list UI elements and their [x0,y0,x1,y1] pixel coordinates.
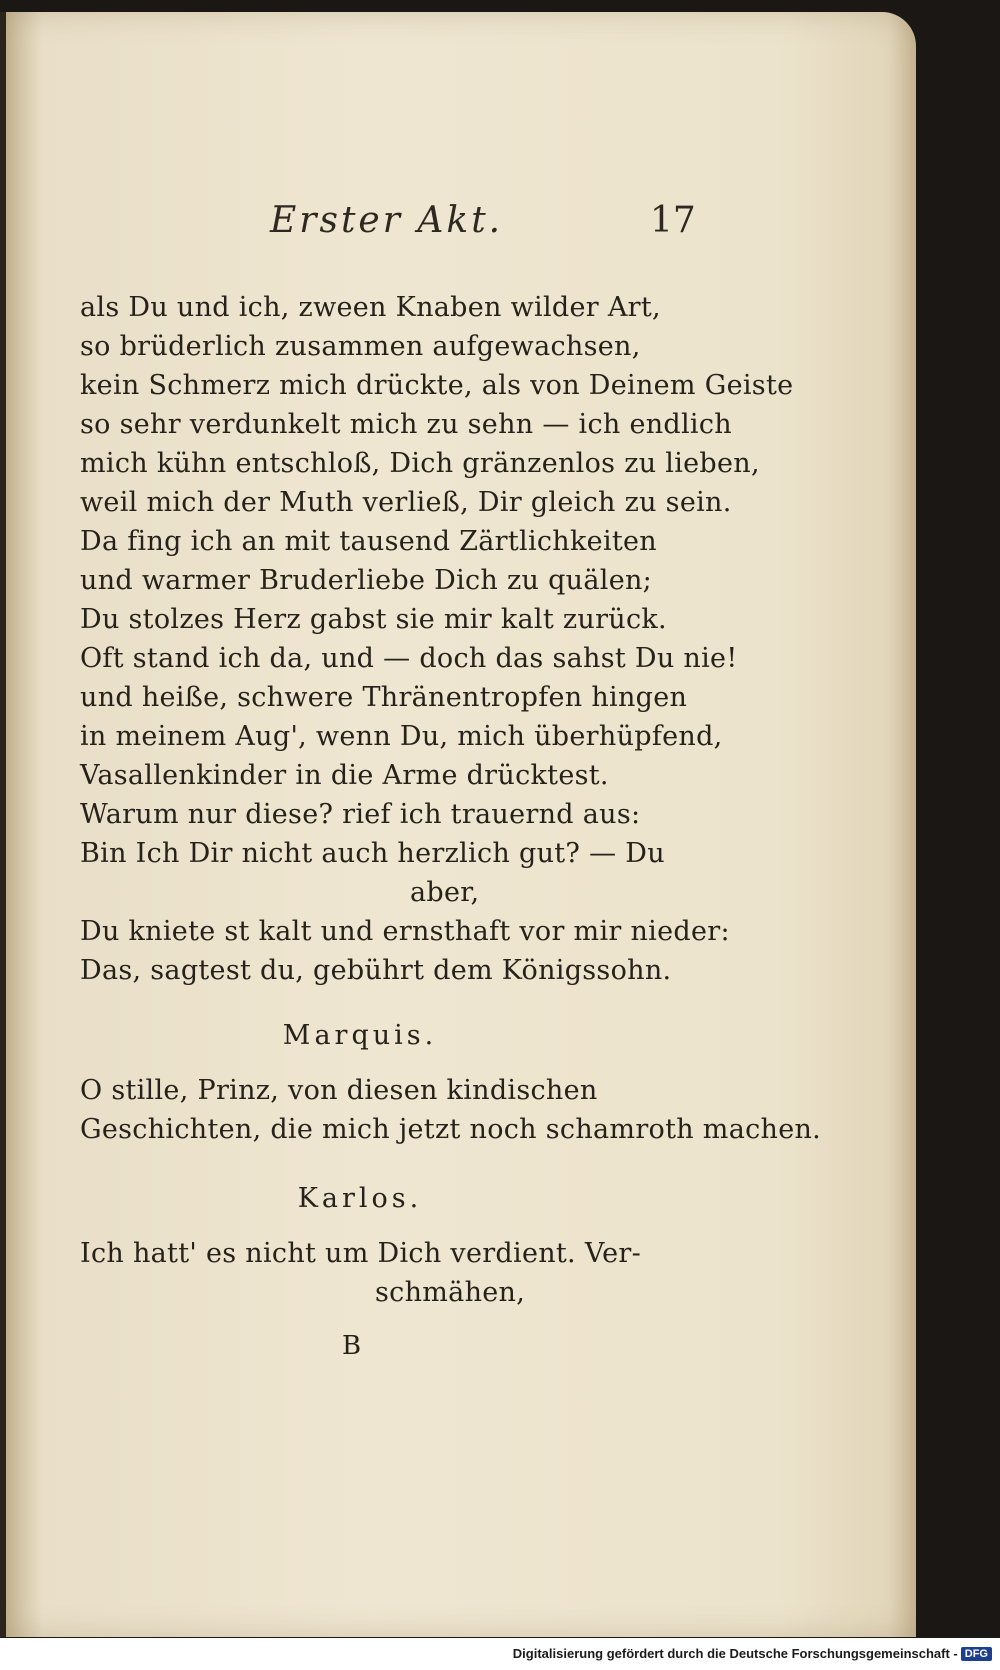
running-title: Erster Akt. [270,200,504,241]
verse-line: so sehr verdunkelt mich zu sehn — ich endlich [80,409,732,440]
page-number: 17 [650,200,696,241]
verse-line: Du kniete st kalt und ernsthaft vor mir nieder: [80,916,730,947]
verse-line: Da fing ich an mit tausend Zärtlichkeiten [80,526,657,557]
verse-line: Geschichten, die mich jetzt noch schamroth machen. [80,1114,822,1145]
verse-line: Vasallenkinder in die Arme drücktest. [80,760,609,791]
verse-line: in meinem Aug', wenn Du, mich überhüpfend, [80,721,723,752]
verse-line: kein Schmerz mich drückte, als von Deinem Geiste [80,370,794,401]
verse-line: und warmer Bruderliebe Dich zu quälen; [80,565,653,596]
verse-line: und heiße, schwere Thränentropfen hingen [80,682,688,713]
signature-mark: B [342,1331,362,1361]
verse-line: mich kühn entschloß, Dich gränzenlos zu lieben, [80,448,760,479]
verse-line: weil mich der Muth verließ, Dir gleich zu sein. [80,487,732,518]
verse-line: Bin Ich Dir nicht auch herzlich gut? — Du [80,838,665,869]
page-header [270,200,810,260]
verse-line: O stille, Prinz, von diesen kindischen [80,1075,598,1106]
verse-text [80,288,822,1366]
verse-line: Du stolzes Herz gabst sie mir kalt zurück. [80,604,667,635]
verse-line: so brüderlich zusammen aufgewachsen, [80,331,641,362]
speaker-name-karlos: Karlos. [297,1183,423,1214]
verse-line: Ich hatt' es nicht um Dich verdient. Ver- [80,1238,642,1269]
dfg-logo: DFG [961,1647,992,1661]
verse-line-continuation: aber, [410,877,480,908]
footer-credit: Digitalisierung gefördert durch die Deutsche Forschungsgemeinschaft - [512,1646,958,1662]
verse-line: als Du und ich, zween Knaben wilder Art, [80,292,661,323]
digitization-footer [0,1645,1000,1667]
verse-line-continuation: schmähen, [375,1277,526,1308]
verse-line: Oft stand ich da, und — doch das sahst Du nie! [80,643,738,674]
verse-line: Warum nur diese? rief ich trauernd aus: [80,799,641,830]
speaker-name-marquis: Marquis. [282,1020,438,1051]
verse-line: Das, sagtest du, gebührt dem Königssohn. [80,955,672,986]
